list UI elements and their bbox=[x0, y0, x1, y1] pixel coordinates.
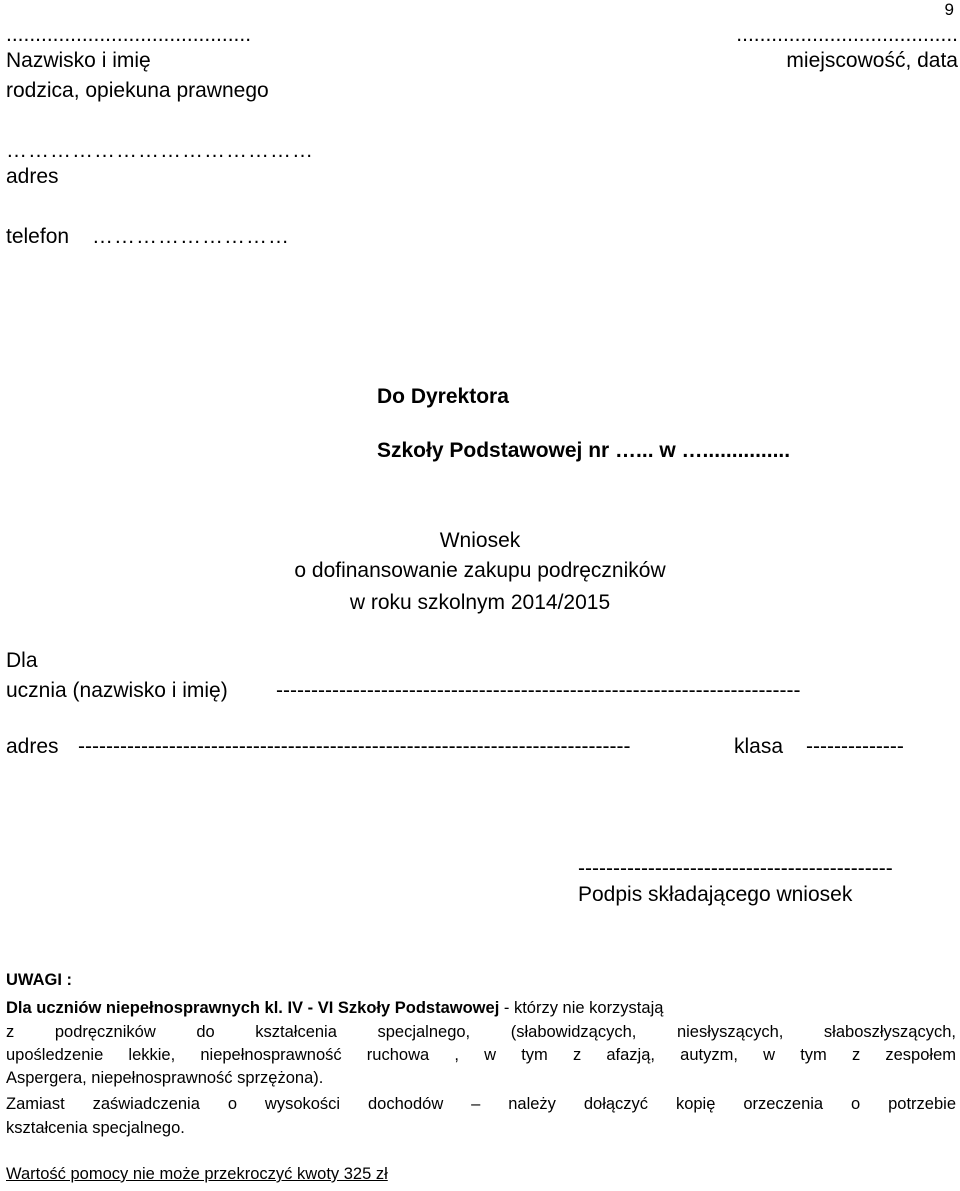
notes-line6: kształcenia specjalnego. bbox=[6, 1119, 185, 1137]
signature-label: Podpis składającego wniosek bbox=[578, 883, 853, 906]
parent-name-label-line2: rodzica, opiekuna prawnego bbox=[6, 79, 269, 102]
class-label: klasa bbox=[734, 735, 784, 758]
notes-line1-rest: - którzy nie korzystają bbox=[499, 999, 664, 1017]
place-date-dots: ...................................... bbox=[736, 23, 958, 46]
title-line1: Wniosek bbox=[439, 529, 521, 552]
class-dashes: -------------- bbox=[806, 735, 904, 758]
name-dots: .......................................... bbox=[6, 23, 252, 46]
notes-line1 bbox=[6, 998, 663, 1019]
notes-line3: upośledzenie lekkie, niepełnosprawność ruchowa , w tym z afazją, autyzm, w tym z zespołem bbox=[6, 1046, 956, 1064]
signature-dashes: --------------------------------------------- bbox=[578, 857, 893, 880]
notes-heading: UWAGI : bbox=[6, 971, 72, 989]
student-address-dashes: ------------------------------------------------------------------------------- bbox=[78, 735, 631, 758]
parent-name-label: Nazwisko i imię bbox=[6, 49, 151, 72]
notes-bold-part: Dla uczniów niepełnosprawnych kl. IV - VI Szkoły Podstawowej bbox=[6, 999, 500, 1017]
phone-dots: ……………………… bbox=[92, 225, 290, 248]
page-number: 9 bbox=[944, 0, 954, 19]
title-line2: o dofinansowanie zakupu podręczników bbox=[294, 559, 666, 582]
recipient-line1: Do Dyrektora bbox=[377, 385, 509, 408]
student-name-dashes: --------------------------------------------------------------------------- bbox=[276, 679, 801, 702]
recipient-line2: Szkoły Podstawowej nr …... w …............... bbox=[377, 439, 791, 462]
place-date-label: miejscowość, data bbox=[786, 49, 958, 72]
for-label: Dla bbox=[6, 649, 38, 672]
phone-label: telefon bbox=[6, 225, 70, 248]
notes-line2: z podręczników do kształcenia specjalnego, (słabowidzących, niesłyszących, słaboszłyszących, bbox=[6, 1023, 956, 1041]
title-line3: w roku szkolnym 2014/2015 bbox=[349, 591, 611, 614]
notes-line5: Zamiast zaświadczenia o wysokości dochodów – należy dołączyć kopię orzeczenia o potrzebie bbox=[6, 1095, 956, 1113]
address-dots: …………………………………… bbox=[6, 139, 314, 162]
student-name-label: ucznia (nazwisko i imię) bbox=[6, 679, 228, 702]
aid-limit-note: Wartość pomocy nie może przekroczyć kwoty 325 zł bbox=[6, 1165, 388, 1183]
address-label: adres bbox=[6, 165, 59, 188]
notes-line4: Aspergera, niepełnosprawność sprzężona). bbox=[6, 1069, 324, 1087]
student-address-label: adres bbox=[6, 735, 59, 758]
